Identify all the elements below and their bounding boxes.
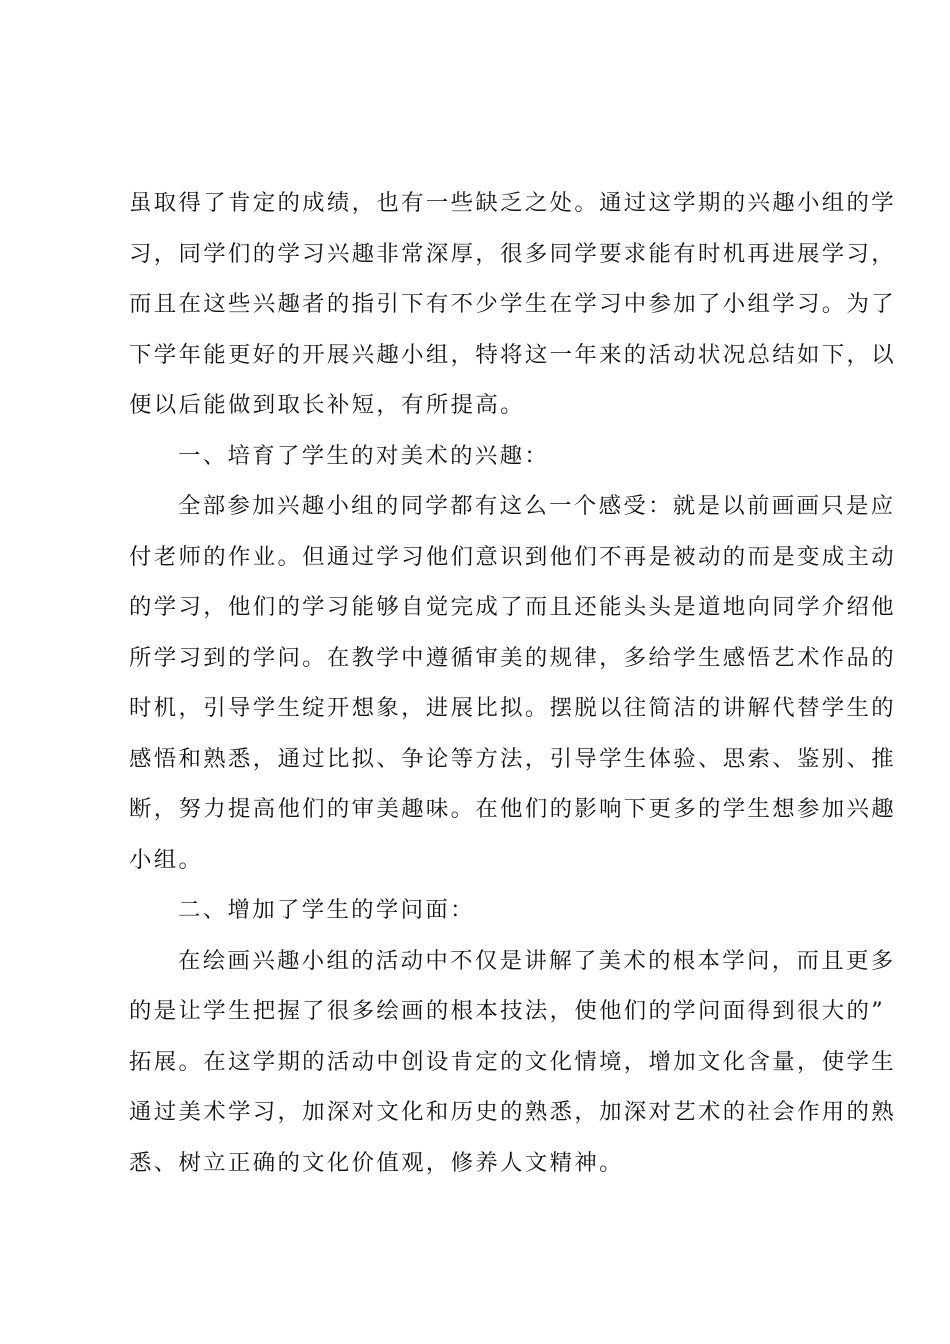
text-line: 时机，引导学生绽开想象，进展比拟。摆脱以往简洁的讲解代替学生的 (129, 695, 896, 721)
paragraph-intro (129, 178, 896, 431)
text-line: 付老师的作业。但通过学习他们意识到他们不再是被动的而是变成主动 (129, 543, 896, 570)
document-body (129, 178, 896, 1188)
text-line: 所学习到的学问。在教学中遵循审美的规律，多给学生感悟艺术作品的 (129, 644, 896, 671)
text-line: 断，努力提高他们的审美趣味。在他们的影响下更多的学生想参加兴趣 (129, 796, 896, 822)
text-line: 的是让学生把握了很多绘画的根本技法，使他们的学问面得到很大的” (129, 998, 886, 1024)
text-line: 拓展。在这学期的活动中创设肯定的文化情境，增加文化含量，使学生 (129, 1048, 896, 1075)
heading-text: 二、增加了学生的学问面： (178, 897, 475, 923)
text-line: 在绘画兴趣小组的活动中不仅是讲解了美术的根本学问，而且更多 (178, 947, 896, 974)
paragraph-section-2 (129, 936, 896, 1189)
text-line: 感悟和熟悉，通过比拟、争论等方法，引导学生体验、思索、鉴别、推 (129, 745, 896, 772)
text-line: 的学习，他们的学习能够自觉完成了而且还能头头是道地向同学介绍他 (129, 594, 896, 620)
heading-text: 一、培育了学生的对美术的兴趣： (178, 442, 550, 469)
text-line: 虽取得了肯定的成绩，也有一些缺乏之处。通过这学期的兴趣小组的学 (129, 190, 896, 216)
text-line: 悉、树立正确的文化价值观，修养人文精神。 (129, 1149, 624, 1176)
section-heading-1 (129, 431, 832, 482)
text-line: 习，同学们的学习兴趣非常深厚，很多同学要求能有时机再进展学习， (129, 240, 896, 267)
text-line: 通过美术学习，加深对文化和历史的熟悉，加深对艺术的社会作用的熟 (129, 1099, 896, 1125)
text-line: 全部参加兴趣小组的同学都有这么一个感受：就是以前画画只是应 (178, 493, 896, 519)
text-line: 而且在这些兴趣者的指引下有不少学生在学习中参加了小组学习。为了 (129, 291, 896, 317)
text-line: 小组。 (129, 846, 204, 873)
text-line: 下学年能更好的开展兴趣小组，特将这一年来的活动状况总结如下，以 (129, 341, 896, 368)
section-heading-2 (129, 885, 832, 936)
paragraph-section-1 (129, 481, 896, 885)
text-line: 便以后能做到取长补短，有所提高。 (129, 392, 525, 418)
